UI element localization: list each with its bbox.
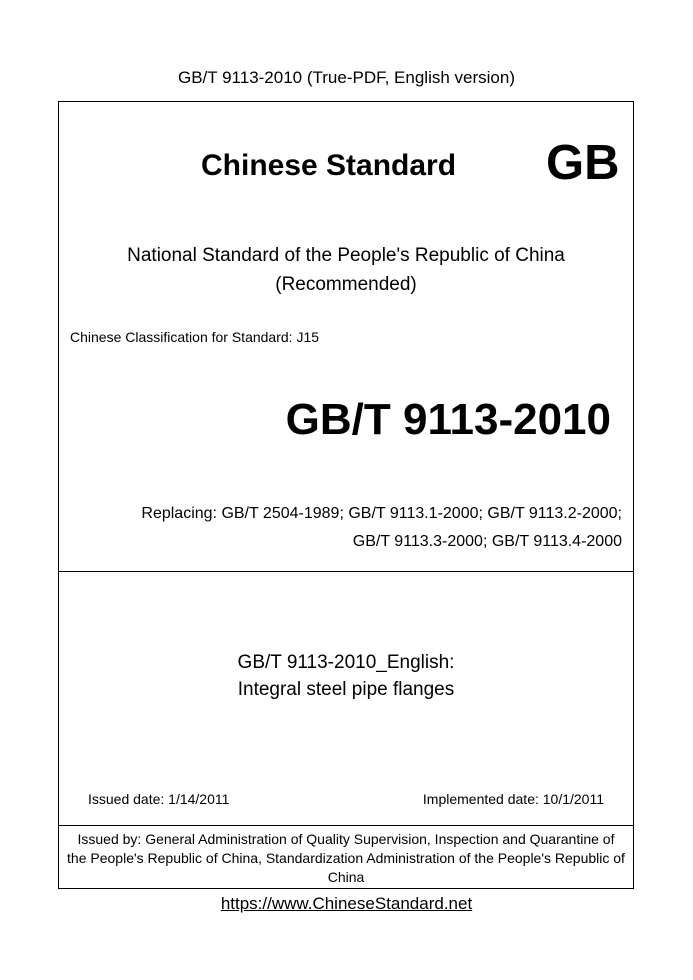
website-link[interactable]: https://www.ChineseStandard.net [220,894,473,913]
document-title-line-2: Integral steel pipe flanges [237,679,455,700]
replacing-line-1: Replacing: GB/T 2504-1989; GB/T 9113.1-2000; GB/T 9113.2-2000; [141,505,622,522]
issuer-line-1: Issued by: General Administration of Quality Supervision, Inspection and Quarantine of [77,831,615,847]
brand-title: Chinese Standard [201,149,457,182]
document-title-line-1: GB/T 9113-2010_English: [237,652,455,673]
gb-mark: GB [546,136,620,190]
issuer-line-3: China [327,869,365,885]
issued-date: Issued date: 1/14/2011 [88,791,230,807]
footer [0,894,693,914]
issuer-line-2: the People's Republic of China, Standardization Administration of the People's Republic of [67,850,625,866]
replacing-line-2: GB/T 9113.3-2000; GB/T 9113.4-2000 [352,533,622,550]
cover-title-section [59,572,633,826]
replacing-standards [141,500,622,556]
implemented-date: Implemented date: 10/1/2011 [422,791,604,807]
cover-frame [58,101,634,889]
classification-label: Chinese Classification for Standard: J15 [70,329,320,345]
standard-number: GB/T 9113-2010 [285,395,611,444]
cover-issuer-section [59,826,633,889]
cover-top-section [59,102,633,572]
document-title [59,649,633,703]
national-standard-title [59,241,633,299]
national-title-line-1: National Standard of the People's Republic of China [127,245,565,266]
issuer-text [59,830,633,887]
document-header: GB/T 9113-2010 (True-PDF, English version) [178,68,515,87]
national-title-line-2: (Recommended) [275,274,417,295]
